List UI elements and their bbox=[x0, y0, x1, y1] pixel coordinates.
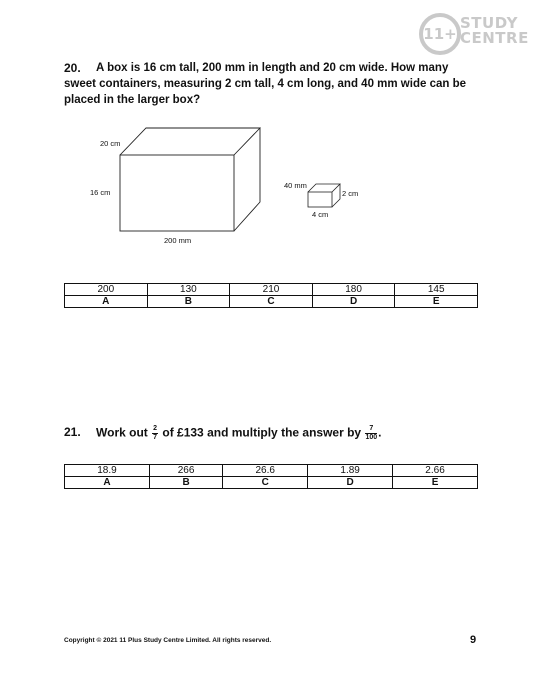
fraction-two-sevenths bbox=[152, 425, 158, 442]
answer-letters-row bbox=[65, 296, 478, 308]
answer-letter[interactable]: D bbox=[308, 477, 393, 489]
answer-value[interactable]: 26.6 bbox=[223, 465, 308, 477]
answer-letter[interactable]: B bbox=[147, 296, 230, 308]
question-21 bbox=[64, 425, 382, 441]
answer-values-row bbox=[65, 284, 478, 296]
answer-values-row bbox=[65, 465, 478, 477]
answer-value[interactable]: 210 bbox=[230, 284, 313, 296]
q21-end: . bbox=[378, 425, 382, 440]
question-text bbox=[96, 425, 381, 442]
answer-letter[interactable]: A bbox=[65, 477, 150, 489]
fraction-seven-hundredths bbox=[365, 425, 377, 442]
page-number: 9 bbox=[470, 634, 477, 646]
logo-line2: CENTRE bbox=[460, 29, 529, 47]
question-number: 20. bbox=[64, 61, 81, 75]
q21-answer-table bbox=[64, 464, 478, 489]
fraction-numerator: 7 bbox=[365, 425, 377, 434]
q21-of-text: of £133 and multiply the answer by bbox=[162, 425, 362, 440]
big-height-label: 16 cm bbox=[90, 188, 111, 197]
answer-letters-row bbox=[65, 477, 478, 489]
small-length-label: 4 cm bbox=[312, 210, 329, 219]
big-length-label: 200 mm bbox=[164, 236, 192, 245]
answer-letter[interactable]: A bbox=[65, 296, 148, 308]
logo-text bbox=[460, 16, 529, 46]
answer-value[interactable]: 130 bbox=[147, 284, 230, 296]
answer-value[interactable]: 266 bbox=[149, 465, 222, 477]
fraction-denominator: 7 bbox=[153, 434, 158, 441]
box-diagram bbox=[88, 122, 388, 252]
large-box bbox=[120, 128, 260, 231]
answer-letter[interactable]: B bbox=[149, 477, 222, 489]
copyright-footer: Copyright © 2021 11 Plus Study Centre Limited. All rights reserved. bbox=[64, 637, 272, 644]
answer-value[interactable]: 18.9 bbox=[65, 465, 150, 477]
q21-prefix: Work out bbox=[96, 425, 148, 440]
answer-value[interactable]: 1.89 bbox=[308, 465, 393, 477]
logo-line1: STUDY bbox=[460, 14, 518, 32]
answer-value[interactable]: 180 bbox=[312, 284, 395, 296]
fraction-numerator: 2 bbox=[153, 425, 158, 432]
answer-value[interactable]: 145 bbox=[395, 284, 478, 296]
answer-letter[interactable]: E bbox=[393, 477, 478, 489]
answer-value[interactable]: 2.66 bbox=[393, 465, 478, 477]
answer-letter[interactable]: C bbox=[223, 477, 308, 489]
answer-letter[interactable]: C bbox=[230, 296, 313, 308]
fraction-denominator: 100 bbox=[365, 434, 378, 441]
small-height-label: 2 cm bbox=[342, 189, 359, 198]
question-number: 21. bbox=[64, 425, 81, 439]
question-text: A box is 16 cm tall, 200 mm in length and 20 cm wide. How many sweet containers, measuring 2 cm tall, 4 cm long, and 40 mm wide can be placed in the larger box? bbox=[64, 62, 466, 106]
answer-letter[interactable]: D bbox=[312, 296, 395, 308]
q20-answer-table bbox=[64, 283, 478, 308]
small-box bbox=[308, 184, 340, 207]
question-20 bbox=[64, 60, 480, 108]
small-depth-label: 40 mm bbox=[284, 181, 307, 190]
answer-value[interactable]: 200 bbox=[65, 284, 148, 296]
answer-letter[interactable]: E bbox=[395, 296, 478, 308]
logo-mark: 11+ bbox=[423, 25, 457, 43]
big-depth-label: 20 cm bbox=[100, 139, 121, 148]
